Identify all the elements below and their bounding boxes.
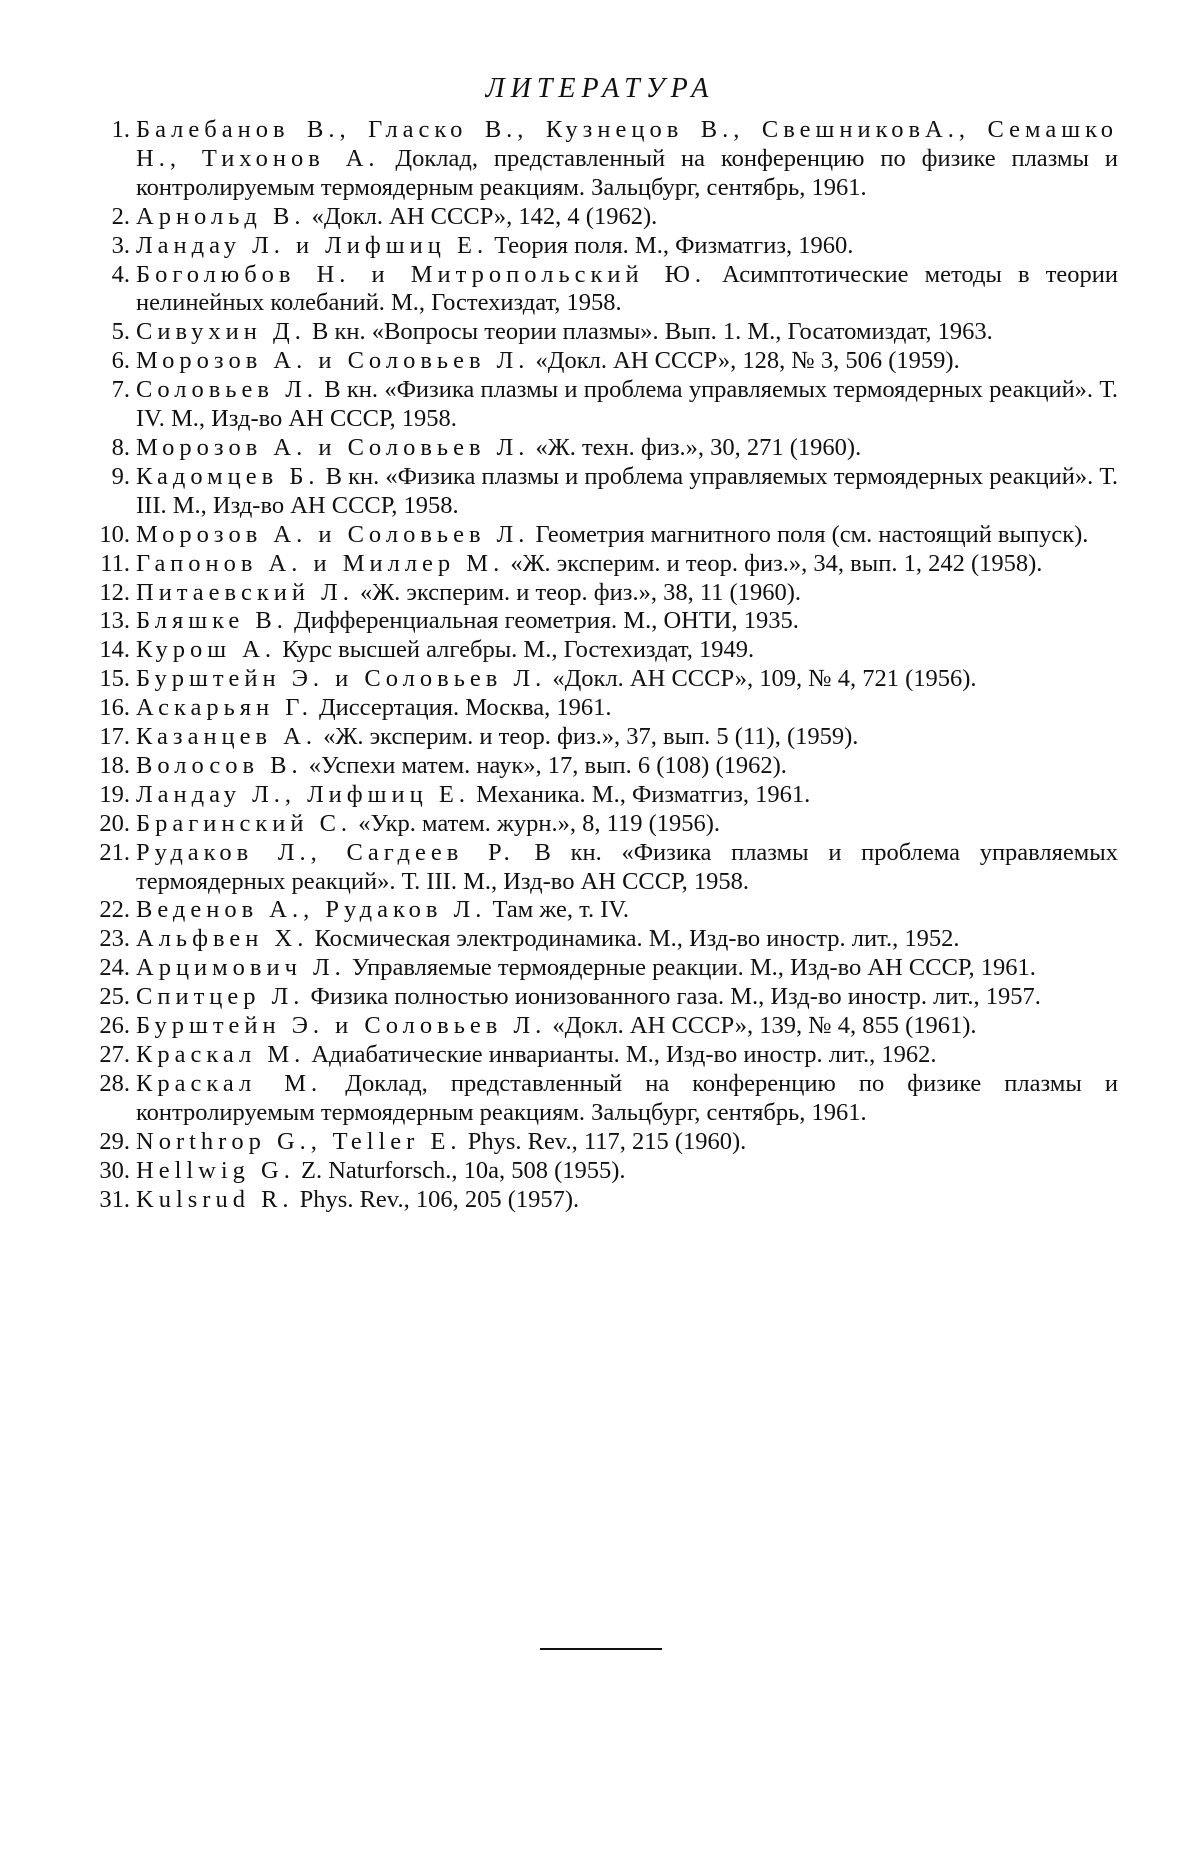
reference-item [100, 1070, 1118, 1128]
reference-text: «Докл. АН СССР», 128, № 3, 506 (1959). [529, 347, 960, 375]
reference-authors: Краскал М. [136, 1041, 306, 1068]
reference-item [100, 116, 1118, 203]
reference-item [100, 347, 1118, 376]
reference-authors: Морозов А. и Соловьев Л. [136, 433, 530, 461]
closing-rule [540, 1648, 662, 1650]
reference-number: 15. [99, 665, 130, 693]
reference-item [100, 954, 1118, 983]
reference-authors: Арнольд В. [136, 202, 306, 230]
reference-text: Там же, т. IV. [486, 896, 630, 924]
reference-number: 21. [99, 838, 130, 866]
reference-number: 26. [99, 1012, 130, 1040]
reference-text: Дифференциальная геометрия. М., ОНТИ, 1935. [287, 607, 799, 635]
reference-number: 7. [111, 376, 130, 404]
reference-text: «Успехи матем. наук», 17, вып. 6 (108) (1962). [302, 751, 787, 779]
reference-item [100, 810, 1118, 839]
reference-authors: Бляшке В. [136, 607, 288, 635]
reference-authors: Сивухин Д. [136, 318, 306, 346]
reference-number: 14. [99, 636, 130, 664]
reference-number: 16. [99, 694, 130, 722]
reference-authors: Боголюбов Н. и Митропольский Ю. [136, 260, 707, 288]
reference-text: Асимптотические методы в теории нелинейных колебаний. М., Гостехиздат, 1958. [136, 260, 1118, 317]
reference-text: В кн. «Физика плазмы и проблема управляемых термоядерных реакций». Т. III. М., Изд-во АН СССР, 1958. [136, 838, 1119, 895]
reference-number: 28. [99, 1069, 130, 1097]
reference-text: Курс высшей алгебры. М., Гостехиздат, 1949. [276, 636, 755, 664]
reference-item [100, 983, 1118, 1012]
reference-number: 20. [99, 809, 130, 837]
reference-number: 25. [99, 983, 130, 1011]
reference-number: 30. [99, 1156, 130, 1184]
reference-list [100, 116, 1118, 1214]
reference-authors: Ландау Л., Лифшиц Е. [136, 780, 470, 808]
reference-number: 27. [99, 1041, 130, 1068]
reference-number: 4. [111, 260, 130, 288]
reference-text: «Докл. АН СССР», 109, № 4, 721 (1956). [546, 665, 977, 693]
reference-number: 3. [111, 231, 130, 259]
reference-authors: Краскал М. [136, 1069, 323, 1097]
reference-number: 18. [99, 751, 130, 779]
reference-item [100, 521, 1118, 550]
reference-item [100, 723, 1118, 752]
reference-text: Доклад, представленный на конференцию по физике плазмы и контролируемым термоядерным реакциям. Зальцбург, сентябрь, 1961. [136, 1069, 1118, 1126]
reference-text: Геометрия магнитного поля (см. настоящий выпуск). [529, 520, 1089, 548]
reference-authors: Гапонов А. и Миллер М. [136, 549, 505, 577]
reference-item [100, 1041, 1118, 1070]
reference-text: «Укр. матем. журн.», 8, 119 (1956). [352, 809, 721, 837]
reference-text: Космическая электродинамика. М., Изд-во иностр. лит., 1952. [308, 925, 960, 953]
reference-authors: Питаевский Л. [136, 578, 354, 606]
reference-text: Физика полностью ионизованного газа. М., Изд-во иностр. лит., 1957. [304, 983, 1041, 1011]
reference-authors: Альфвен Х. [136, 925, 309, 953]
reference-item [100, 1157, 1118, 1186]
reference-authors: Northrop G., Teller E. [136, 1127, 462, 1155]
reference-number: 29. [99, 1127, 130, 1155]
reference-authors: Брагинский С. [136, 809, 353, 837]
reference-item [100, 376, 1118, 434]
reference-item [100, 896, 1118, 925]
reference-item [100, 1012, 1118, 1041]
reference-item [100, 694, 1118, 723]
reference-number: 1. [111, 116, 130, 143]
reference-authors: Hellwig G. [136, 1156, 295, 1184]
reference-authors: Арцимович Л. [136, 954, 346, 982]
reference-text: Теория поля. М., Физматгиз, 1960. [488, 231, 854, 259]
reference-authors: Ландау Л. и Лифшиц Е. [136, 231, 489, 259]
reference-authors: Казанцев А. [136, 723, 318, 751]
reference-item [100, 434, 1118, 463]
reference-text: «Ж. техн. физ.», 30, 271 (1960). [529, 433, 862, 461]
reference-authors: Аскарьян Г. [136, 694, 313, 722]
reference-authors: Рудаков Л., Сагдеев Р. [136, 838, 515, 866]
references-heading: ЛИТЕРАТУРА [485, 73, 715, 104]
reference-number: 23. [99, 925, 130, 953]
reference-item [100, 318, 1118, 347]
reference-text: Доклад, представленный на конференцию по физике плазмы и контролируемым термоядерным реакциям. Зальцбург, сентябрь, 1961. [136, 144, 1118, 201]
reference-number: 13. [99, 607, 130, 635]
reference-authors: Морозов А. и Соловьев Л. [136, 347, 530, 375]
reference-number: 31. [99, 1185, 130, 1213]
reference-text: В кн. «Физика плазмы и проблема управляемых термоядерных реакций». Т. IV. М., Изд-во АН СССР, 1958. [136, 376, 1118, 433]
reference-item [100, 1186, 1118, 1215]
reference-number: 6. [111, 347, 130, 375]
reference-authors: Бурштейн Э. и Соловьев Л. [136, 665, 547, 693]
reference-number: 11. [100, 549, 130, 577]
reference-item [100, 781, 1118, 810]
reference-item [100, 232, 1118, 261]
reference-number: 2. [111, 202, 130, 230]
reference-text: «Ж. эксперим. и теор. физ.», 34, вып. 1, 242 (1958). [504, 549, 1043, 577]
reference-item [100, 550, 1118, 579]
reference-item [100, 1128, 1118, 1157]
reference-text: «Докл. АН СССР», 142, 4 (1962). [305, 202, 658, 230]
reference-number: 17. [99, 723, 130, 751]
reference-item [100, 261, 1118, 319]
reference-text: В кн. «Физика плазмы и проблема управляемых термоядерных реакций». Т. III. М., Изд-во АН СССР, 1958. [136, 462, 1118, 519]
reference-number: 19. [99, 780, 130, 808]
reference-authors: Спитцер Л. [136, 983, 305, 1011]
reference-authors: Балебанов В., Гласко В., Кузнецов В., СвешниковА., Семашко Н., Тихонов А. [136, 116, 1118, 172]
reference-text: Механика. М., Физматгиз, 1961. [469, 780, 811, 808]
reference-number: 8. [111, 433, 130, 461]
reference-item [100, 636, 1118, 665]
reference-text: «Ж. эксперим. и теор. физ.», 37, вып. 5 (11), (1959). [317, 723, 859, 751]
reference-number: 22. [99, 896, 130, 924]
reference-number: 5. [111, 318, 130, 346]
reference-text: Управляемые термоядерные реакции. М., Изд-во АН СССР, 1961. [345, 954, 1036, 982]
reference-text: «Ж. эксперим. и теор. физ.», 38, 11 (1960). [353, 578, 801, 606]
reference-item [100, 203, 1118, 232]
reference-item [100, 925, 1118, 954]
reference-authors: Бурштейн Э. и Соловьев Л. [136, 1012, 547, 1040]
reference-item [100, 607, 1118, 636]
reference-authors: Kulsrud R. [136, 1185, 294, 1213]
reference-item [100, 665, 1118, 694]
reference-text: Z. Naturforsch., 10a, 508 (1955). [294, 1156, 626, 1184]
reference-number: 9. [111, 462, 130, 490]
reference-item [100, 579, 1118, 608]
reference-text: Диссертация. Москва, 1961. [312, 694, 612, 722]
reference-number: 12. [99, 578, 130, 606]
reference-authors: Волосов В. [136, 751, 303, 779]
reference-authors: Курош А. [136, 636, 277, 664]
reference-text: Адиабатические инварианты. М., Изд-во иностр. лит., 1962. [305, 1041, 937, 1068]
reference-item [100, 752, 1118, 781]
reference-text: В кн. «Вопросы теории плазмы». Вып. 1. М., Госатомиздат, 1963. [305, 318, 993, 346]
reference-text: Phys. Rev., 117, 215 (1960). [461, 1127, 747, 1155]
reference-text: «Докл. АН СССР», 139, № 4, 855 (1961). [546, 1012, 977, 1040]
reference-authors: Веденов А., Рудаков Л. [136, 896, 487, 924]
reference-text: Phys. Rev., 106, 205 (1957). [293, 1185, 580, 1213]
reference-item [100, 463, 1118, 521]
reference-authors: Морозов А. и Соловьев Л. [136, 520, 530, 548]
reference-authors: Соловьев Л. [136, 376, 318, 404]
reference-authors: Кадомцев Б. [136, 462, 320, 490]
reference-number: 10. [99, 520, 130, 548]
reference-item [100, 839, 1118, 897]
reference-number: 24. [99, 954, 130, 982]
